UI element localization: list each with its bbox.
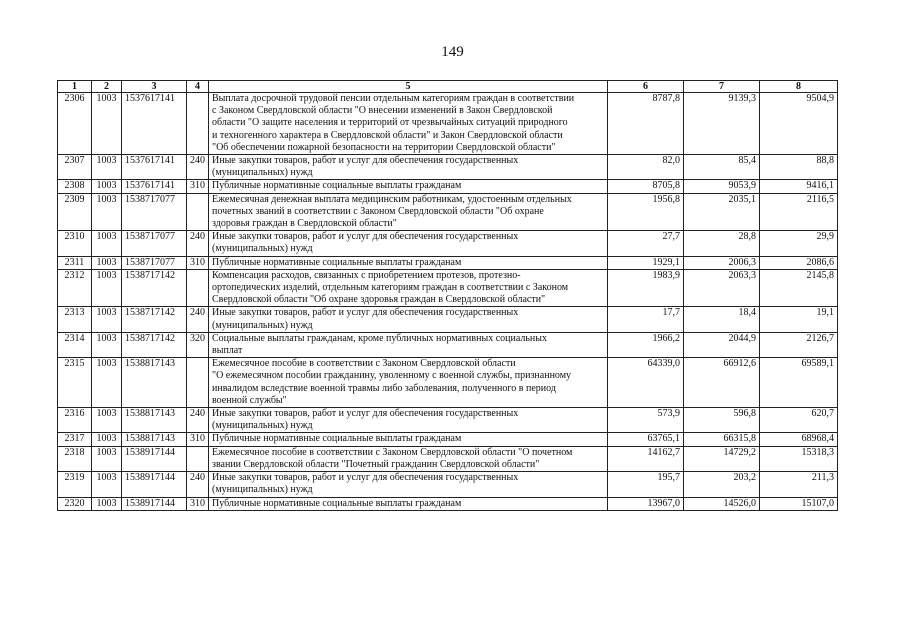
amount-col-6: 14162,7 <box>608 446 684 471</box>
description-line: и техногенного характера в Свердловской области" и Закон Свердловской области <box>212 129 563 141</box>
description-line: Иные закупки товаров, работ и услуг для обеспечения государственных <box>212 408 519 420</box>
target-article-code: 1537617141 <box>122 180 187 193</box>
description-line: Публичные нормативные социальные выплаты гражданам <box>212 497 462 509</box>
expense-type-code: 240 <box>187 408 209 433</box>
amount-col-7: 18,4 <box>684 307 760 332</box>
amount-col-8: 9416,1 <box>760 180 838 193</box>
target-article-code: 1538717077 <box>122 193 187 231</box>
amount-col-8: 15318,3 <box>760 446 838 471</box>
section-code: 1003 <box>92 269 122 307</box>
description-line: с Законом Свердловской области "О внесении изменений в Закон Свердловской <box>212 105 553 117</box>
row-number: 2317 <box>58 433 92 446</box>
section-code: 1003 <box>92 408 122 433</box>
description-cell <box>209 256 608 269</box>
amount-col-7: 596,8 <box>684 408 760 433</box>
amount-col-7: 203,2 <box>684 472 760 497</box>
amount-col-7: 9139,3 <box>684 93 760 155</box>
section-code: 1003 <box>92 180 122 193</box>
amount-col-8: 15107,0 <box>760 497 838 510</box>
amount-col-6: 17,7 <box>608 307 684 332</box>
amount-col-7: 28,8 <box>684 231 760 256</box>
target-article-code: 1538817143 <box>122 358 187 408</box>
section-code: 1003 <box>92 256 122 269</box>
table-row <box>58 93 838 155</box>
description-cell <box>209 433 608 446</box>
row-number: 2313 <box>58 307 92 332</box>
amount-col-6: 63765,1 <box>608 433 684 446</box>
table-row <box>58 193 838 231</box>
section-code: 1003 <box>92 332 122 357</box>
table-row <box>58 155 838 180</box>
header-col-8: 8 <box>760 81 838 93</box>
description-line: военной службы" <box>212 394 287 406</box>
section-code: 1003 <box>92 307 122 332</box>
target-article-code: 1538817143 <box>122 433 187 446</box>
table-row <box>58 446 838 471</box>
expense-type-code <box>187 193 209 231</box>
amount-col-7: 2063,3 <box>684 269 760 307</box>
amount-col-8: 19,1 <box>760 307 838 332</box>
section-code: 1003 <box>92 358 122 408</box>
header-col-4: 4 <box>187 81 209 93</box>
description-cell <box>209 446 608 471</box>
row-number: 2316 <box>58 408 92 433</box>
description-cell <box>209 408 608 433</box>
expense-type-code <box>187 93 209 155</box>
description-line: Свердловской области "Об охране здоровья граждан в Свердловской области" <box>212 294 546 306</box>
table-header-row <box>58 81 838 93</box>
amount-col-6: 13967,0 <box>608 497 684 510</box>
amount-col-8: 2126,7 <box>760 332 838 357</box>
target-article-code: 1538917144 <box>122 446 187 471</box>
description-line: здоровья граждан в Свердловской области" <box>212 218 397 230</box>
description-cell <box>209 180 608 193</box>
description-line: Ежемесячная денежная выплата медицинским работникам, удостоенным отдельных <box>212 193 572 205</box>
amount-col-6: 1956,8 <box>608 193 684 231</box>
description-line: инвалидом вследствие военной травмы либо заболевания, полученного в период <box>212 382 556 394</box>
header-col-7: 7 <box>684 81 760 93</box>
expense-type-code: 240 <box>187 307 209 332</box>
table-row <box>58 358 838 408</box>
expense-type-code <box>187 446 209 471</box>
expense-type-code: 240 <box>187 155 209 180</box>
row-number: 2314 <box>58 332 92 357</box>
amount-col-7: 66912,6 <box>684 358 760 408</box>
target-article-code: 1537617141 <box>122 93 187 155</box>
row-number: 2310 <box>58 231 92 256</box>
table-row <box>58 256 838 269</box>
section-code: 1003 <box>92 472 122 497</box>
target-article-code: 1537617141 <box>122 155 187 180</box>
description-line: (муниципальных) нужд <box>212 420 313 432</box>
target-article-code: 1538817143 <box>122 408 187 433</box>
header-col-6: 6 <box>608 81 684 93</box>
section-code: 1003 <box>92 433 122 446</box>
row-number: 2320 <box>58 497 92 510</box>
section-code: 1003 <box>92 497 122 510</box>
expense-type-code: 320 <box>187 332 209 357</box>
description-line: "О ежемесячном пособии гражданину, уволенному с военной службы, признанному <box>212 370 572 382</box>
amount-col-7: 14729,2 <box>684 446 760 471</box>
description-line: Иные закупки товаров, работ и услуг для обеспечения государственных <box>212 472 519 484</box>
row-number: 2309 <box>58 193 92 231</box>
row-number: 2308 <box>58 180 92 193</box>
expense-type-code: 240 <box>187 472 209 497</box>
description-line: области "О защите населения и территорий от чрезвычайных ситуаций природного <box>212 117 568 129</box>
amount-col-7: 14526,0 <box>684 497 760 510</box>
description-line: Публичные нормативные социальные выплаты гражданам <box>212 433 462 445</box>
description-line: выплат <box>212 345 243 357</box>
amount-col-8: 88,8 <box>760 155 838 180</box>
description-cell <box>209 472 608 497</box>
row-number: 2306 <box>58 93 92 155</box>
table-row <box>58 231 838 256</box>
row-number: 2311 <box>58 256 92 269</box>
section-code: 1003 <box>92 446 122 471</box>
amount-col-6: 27,7 <box>608 231 684 256</box>
amount-col-6: 1929,1 <box>608 256 684 269</box>
description-line: Социальные выплаты гражданам, кроме публичных нормативных социальных <box>212 332 547 344</box>
page-number: 149 <box>441 44 464 60</box>
description-cell <box>209 497 608 510</box>
table-row <box>58 472 838 497</box>
description-cell <box>209 332 608 357</box>
description-line: почетных званий в соответствии с Законом Свердловской области "Об охране <box>212 205 544 217</box>
description-line: Выплата досрочной трудовой пенсии отдельным категориям граждан в соответствии <box>212 93 575 104</box>
amount-col-8: 211,3 <box>760 472 838 497</box>
amount-col-7: 2006,3 <box>684 256 760 269</box>
description-cell <box>209 193 608 231</box>
table-row <box>58 408 838 433</box>
amount-col-8: 69589,1 <box>760 358 838 408</box>
description-line: Публичные нормативные социальные выплаты гражданам <box>212 256 462 268</box>
target-article-code: 1538717077 <box>122 256 187 269</box>
description-cell <box>209 269 608 307</box>
amount-col-7: 2035,1 <box>684 193 760 231</box>
section-code: 1003 <box>92 231 122 256</box>
row-number: 2315 <box>58 358 92 408</box>
description-cell <box>209 358 608 408</box>
header-col-1: 1 <box>58 81 92 93</box>
description-cell <box>209 155 608 180</box>
description-cell <box>209 307 608 332</box>
target-article-code: 1538717077 <box>122 231 187 256</box>
target-article-code: 1538917144 <box>122 472 187 497</box>
header-col-3: 3 <box>122 81 187 93</box>
target-article-code: 1538717142 <box>122 307 187 332</box>
description-cell <box>209 231 608 256</box>
table-row <box>58 497 838 510</box>
amount-col-8: 2116,5 <box>760 193 838 231</box>
row-number: 2319 <box>58 472 92 497</box>
description-line: "Об обеспечении пожарной безопасности на территории Свердловской области" <box>212 141 556 153</box>
description-line: Иные закупки товаров, работ и услуг для обеспечения государственных <box>212 155 519 167</box>
description-line: Ежемесячное пособие в соответствии с Законом Свердловской области <box>212 358 516 370</box>
table-body <box>58 93 838 511</box>
amount-col-8: 29,9 <box>760 231 838 256</box>
description-line: (муниципальных) нужд <box>212 319 313 331</box>
amount-col-8: 68968,4 <box>760 433 838 446</box>
section-code: 1003 <box>92 155 122 180</box>
row-number: 2318 <box>58 446 92 471</box>
amount-col-6: 573,9 <box>608 408 684 433</box>
description-line: Компенсация расходов, связанных с приобретением протезов, протезно- <box>212 269 521 281</box>
header-col-5: 5 <box>209 81 608 93</box>
amount-col-6: 1983,9 <box>608 269 684 307</box>
expense-type-code <box>187 269 209 307</box>
amount-col-8: 2145,8 <box>760 269 838 307</box>
description-line: ортопедических изделий, отдельным категориям граждан в соответствии с Законом <box>212 282 569 294</box>
amount-col-6: 82,0 <box>608 155 684 180</box>
description-line: Иные закупки товаров, работ и услуг для обеспечения государственных <box>212 307 519 319</box>
section-code: 1003 <box>92 193 122 231</box>
amount-col-7: 85,4 <box>684 155 760 180</box>
expense-type-code <box>187 358 209 408</box>
expense-type-code: 310 <box>187 433 209 446</box>
section-code: 1003 <box>92 93 122 155</box>
amount-col-6: 8705,8 <box>608 180 684 193</box>
description-line: Публичные нормативные социальные выплаты гражданам <box>212 180 462 192</box>
description-line: (муниципальных) нужд <box>212 167 313 179</box>
target-article-code: 1538917144 <box>122 497 187 510</box>
table-row <box>58 433 838 446</box>
row-number: 2307 <box>58 155 92 180</box>
amount-col-8: 620,7 <box>760 408 838 433</box>
row-number: 2312 <box>58 269 92 307</box>
amount-col-7: 2044,9 <box>684 332 760 357</box>
expense-type-code: 310 <box>187 497 209 510</box>
header-col-2: 2 <box>92 81 122 93</box>
table-row <box>58 307 838 332</box>
amount-col-6: 64339,0 <box>608 358 684 408</box>
amount-col-6: 195,7 <box>608 472 684 497</box>
amount-col-7: 9053,9 <box>684 180 760 193</box>
table-row <box>58 180 838 193</box>
target-article-code: 1538717142 <box>122 332 187 357</box>
amount-col-8: 2086,6 <box>760 256 838 269</box>
description-line: (муниципальных) нужд <box>212 243 313 255</box>
amount-col-6: 8787,8 <box>608 93 684 155</box>
amount-col-8: 9504,9 <box>760 93 838 155</box>
description-line: Иные закупки товаров, работ и услуг для обеспечения государственных <box>212 231 519 243</box>
table-row <box>58 269 838 307</box>
description-line: (муниципальных) нужд <box>212 484 313 496</box>
budget-table <box>57 80 838 511</box>
amount-col-6: 1966,2 <box>608 332 684 357</box>
amount-col-7: 66315,8 <box>684 433 760 446</box>
table-row <box>58 332 838 357</box>
expense-type-code: 310 <box>187 256 209 269</box>
expense-type-code: 240 <box>187 231 209 256</box>
description-line: звании Свердловской области "Почетный гражданин Свердловской области" <box>212 458 540 470</box>
description-cell <box>209 93 608 155</box>
description-line: Ежемесячное пособие в соответствии с Законом Свердловской области "О почетном <box>212 446 573 458</box>
expense-type-code: 310 <box>187 180 209 193</box>
target-article-code: 1538717142 <box>122 269 187 307</box>
